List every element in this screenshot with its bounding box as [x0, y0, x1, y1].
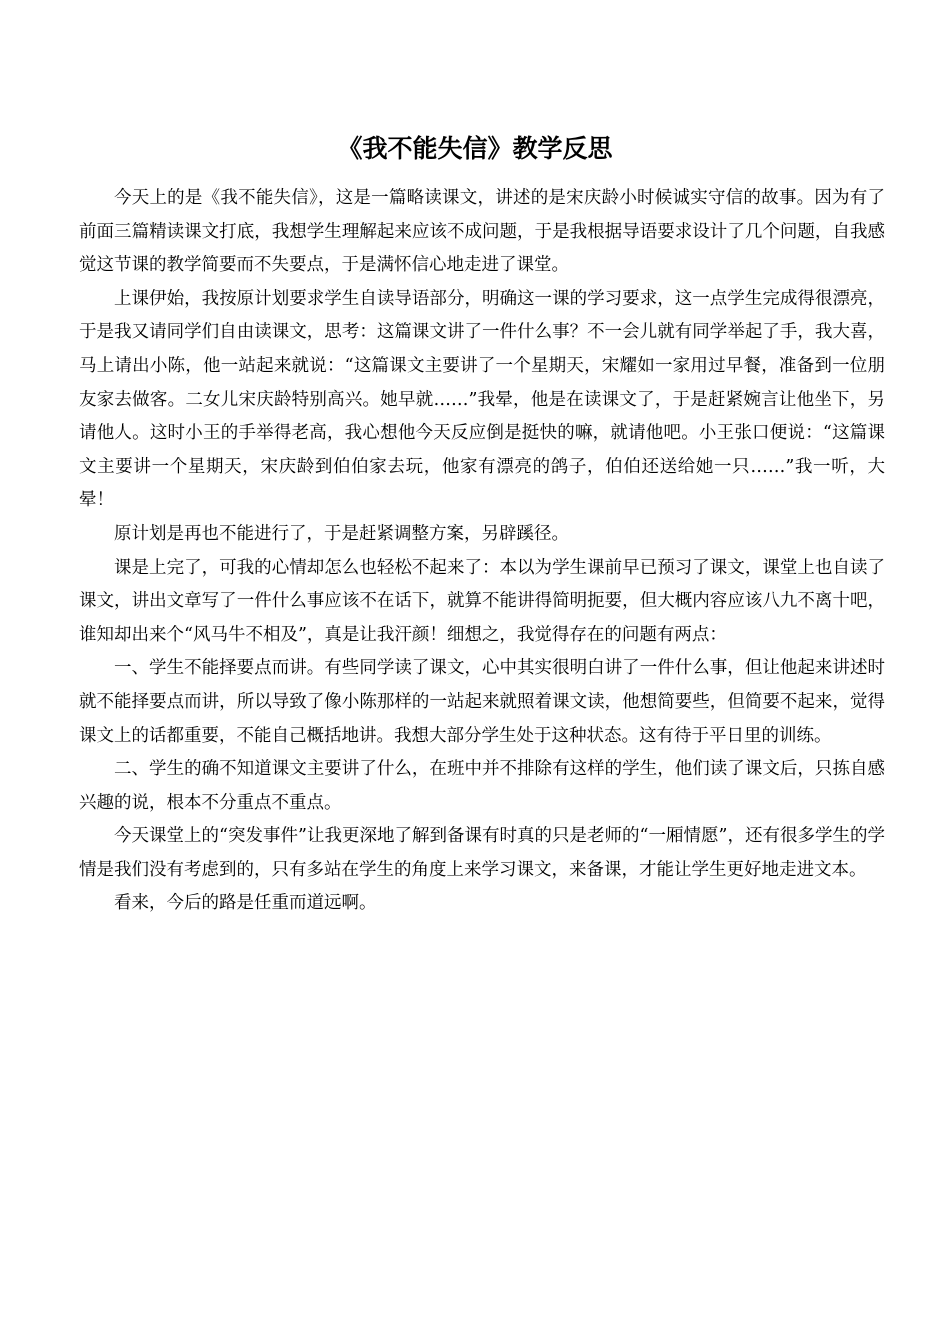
- paragraph: 二、学生的确不知道课文主要讲了什么，在班中并不排除有这样的学生，他们读了课文后，只拣自感兴趣的说，根本不分重点不重点。: [79, 759, 885, 813]
- paragraph: 一、学生不能择要点而讲。有些同学读了课文，心中其实很明白讲了一件什么事，但让他起来讲述时就不能择要点而讲，所以导致了像小陈那样的一站起来就照着课文读，他想简要些，但简要不起来，觉得课文上的话都重要，不能自己概括地讲。我想大部分学生处于这种状态。这有待于平日里的训练。: [79, 658, 885, 746]
- paragraph: 原计划是再也不能进行了，于是赶紧调整方案，另辟蹊径。: [114, 523, 569, 544]
- paragraph: 今天课堂上的“突发事件”让我更深地了解到备课有时真的只是老师的“一厢情愿”，还有很多学生的学情是我们没有考虑到的，只有多站在学生的角度上来学习课文，来备课，才能让学生更好地走进文本。: [79, 826, 885, 880]
- paragraph: 看来，今后的路是任重而道远啊。: [114, 893, 377, 914]
- document-body: [79, 182, 885, 921]
- paragraph: 今天上的是《我不能失信》，这是一篇略读课文，讲述的是宋庆龄小时候诚实守信的故事。因为有了前面三篇精读课文打底，我想学生理解起来应该不成问题，于是我根据导语要求设计了几个问题，自我感觉这节课的教学简要而不失要点，于是满怀信心地走进了课堂。: [79, 188, 885, 276]
- paragraph: 上课伊始，我按原计划要求学生自读导语部分，明确这一课的学习要求，这一点学生完成得很漂亮，于是我又请同学们自由读课文，思考：这篇课文讲了一件什么事？不一会儿就有同学举起了手，我大喜，马上请出小陈，他一站起来就说：“这篇课文主要讲了一个星期天，宋耀如一家用过早餐，准备到一位朋友家去做客。二女儿宋庆龄特别高兴。她早就……”我晕，他是在读课文了，于是赶紧婉言让他坐下，另请他人。这时小王的手举得老高，我心想他今天反应倒是挺快的嘛，就请他吧。小王张口便说：“这篇课文主要讲一个星期天，宋庆龄到伯伯家去玩，他家有漂亮的鸽子，伯伯还送给她一只……”我一听，大晕！: [79, 288, 885, 511]
- document-title: 《我不能失信》教学反思: [337, 134, 613, 163]
- paragraph: 课是上完了，可我的心情却怎么也轻松不起来了：本以为学生课前早已预习了课文，课堂上也自读了课文，讲出文章写了一件什么事应该不在话下，就算不能讲得简明扼要，但大概内容应该八九不离十吧，谁知却出来个“风马牛不相及”，真是让我汗颜！细想之，我觉得存在的问题有两点：: [79, 557, 885, 645]
